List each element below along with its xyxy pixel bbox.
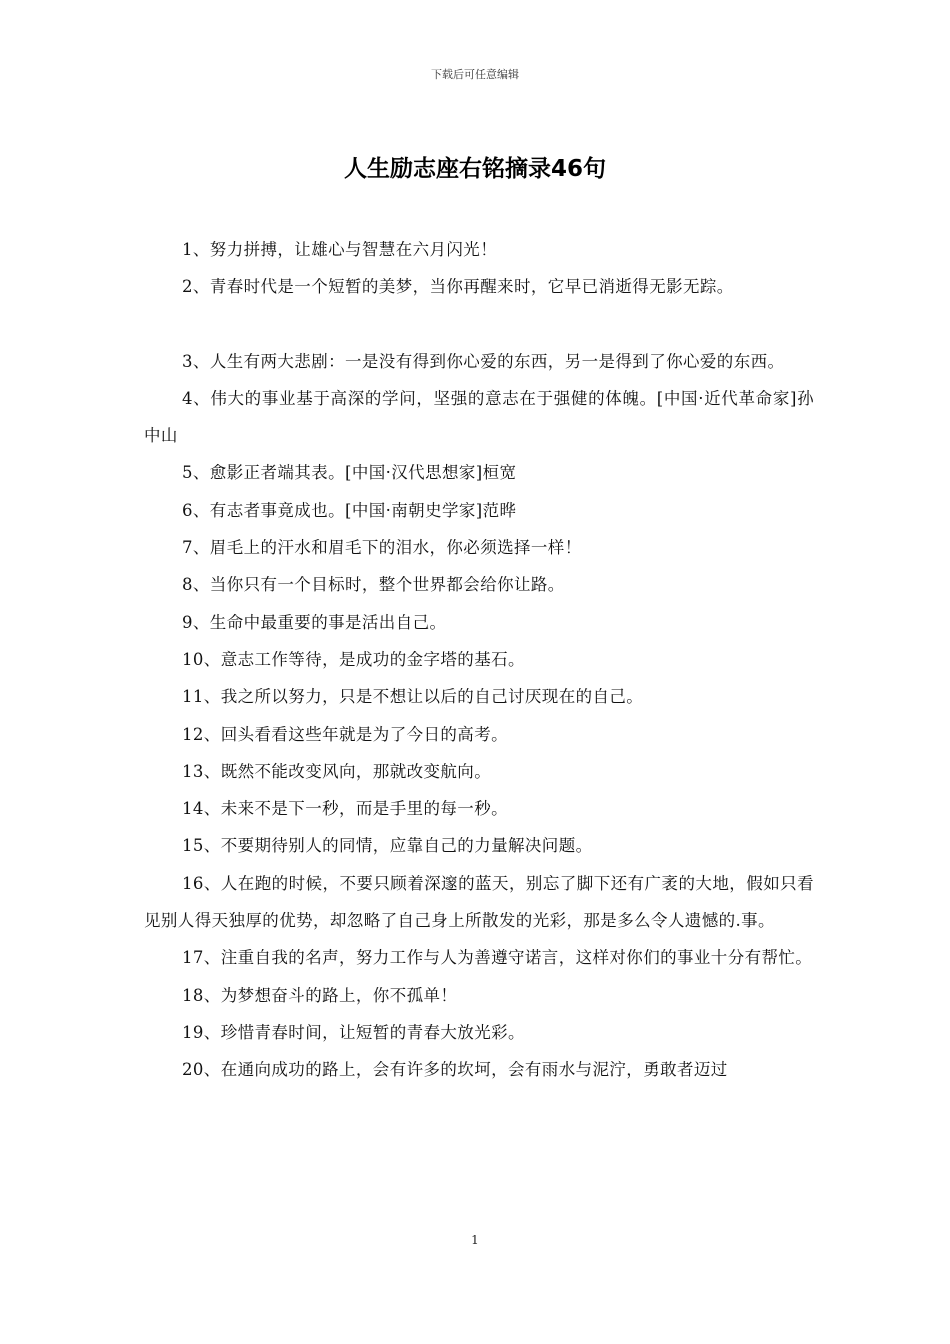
quote-item: 18、为梦想奋斗的路上，你不孤单！ xyxy=(182,985,458,1005)
quote-item: 20、在通向成功的路上，会有许多的坎坷，会有雨水与泥泞，勇敢者迈过 xyxy=(182,1060,728,1080)
quote-item: 17、注重自我的名声，努力工作与人为善遵守诺言，这样对你们的事业十分有帮忙。 xyxy=(182,948,813,968)
quote-item: 12、回头看看这些年就是为了今日的高考。 xyxy=(182,724,508,744)
quote-item: 3、人生有两大悲剧：一是没有得到你心爱的东西，另一是得到了你心爱的东西。 xyxy=(182,351,785,371)
quote-item: 13、既然不能改变风向，那就改变航向。 xyxy=(182,761,492,781)
quote-item: 7、眉毛上的汗水和眉毛下的泪水，你必须选择一样！ xyxy=(182,538,582,558)
quote-item: 8、当你只有一个目标时，整个世界都会给你让路。 xyxy=(182,575,565,595)
quote-item: 2、青春时代是一个短暂的美梦，当你再醒来时，它早已消逝得无影无踪。 xyxy=(182,277,734,297)
document-title: 人生励志座右铭摘录46句 xyxy=(343,156,606,182)
quote-item: 4、伟大的事业基于高深的学问，坚强的意志在于强健的体魄。[中国·近代革命家]孙中山 xyxy=(144,388,814,446)
header-note: 下载后可任意编辑 xyxy=(431,68,519,81)
quote-item: 15、不要期待别人的同情，应靠自己的力量解决问题。 xyxy=(182,836,593,856)
quote-item: 1、努力拼搏，让雄心与智慧在六月闪光！ xyxy=(182,240,498,259)
paragraph-gap xyxy=(144,306,814,343)
page-number: 1 xyxy=(471,1233,479,1247)
quote-item: 6、有志者事竟成也。[中国·南朝史学家]范晔 xyxy=(182,500,517,520)
quote-item: 5、愈影正者端其表。[中国·汉代思想家]桓宽 xyxy=(182,463,517,483)
quote-item: 19、珍惜青春时间，让短暂的青春大放光彩。 xyxy=(182,1022,525,1042)
quote-list xyxy=(144,231,814,1089)
quote-item: 10、意志工作等待，是成功的金字塔的基石。 xyxy=(182,649,525,669)
quote-item: 11、我之所以努力，只是不想让以后的自己讨厌现在的自己。 xyxy=(182,687,644,707)
quote-item: 16、人在跑的时候，不要只顾着深邃的蓝天，别忘了脚下还有广袤的大地，假如只看见别人得天独厚的优势，却忽略了自己身上所散发的光彩，那是多么令人遗憾的.事。 xyxy=(144,873,814,931)
quote-item: 14、未来不是下一秒，而是手里的每一秒。 xyxy=(182,799,508,819)
quote-item: 9、生命中最重要的事是活出自己。 xyxy=(182,612,447,632)
